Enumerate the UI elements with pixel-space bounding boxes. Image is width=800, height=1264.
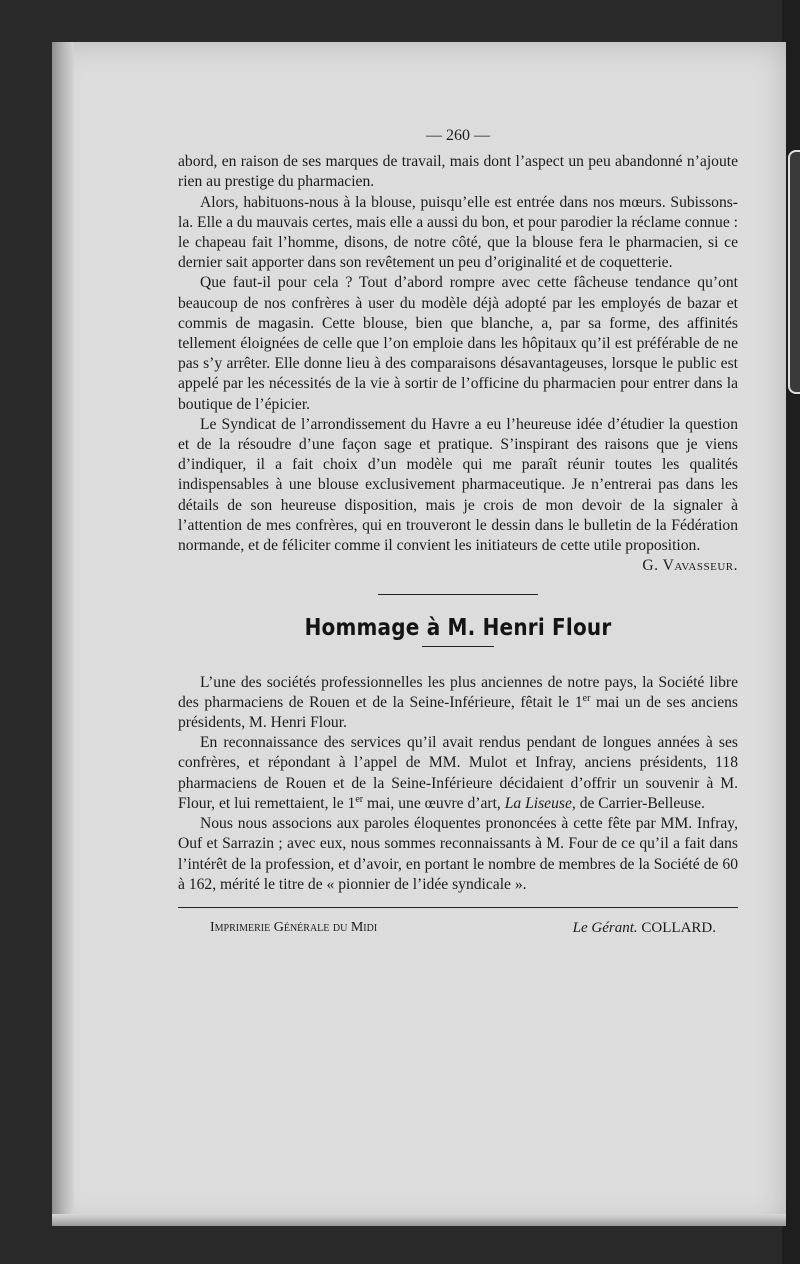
footer-divider [178,907,738,908]
signature-line [178,556,738,576]
page-number: — 260 — [426,127,490,144]
paragraph: Alors, habituons-nous à la blouse, puisqu’elle est entrée dans nos mœurs. Subissons-la. Elle a du mauvais certes, mais elle a aussi du bon, et pour parodier la réclame connue : le chapeau fait l’homme, disons, de notre côté, que la blouse fera le pharmacien, si ce dernier sait apporter dans son revêtement un peu d’originalité et de coquetterie. [178,193,738,272]
section-divider [378,594,538,595]
paragraph: Le Syndicat de l’arrondissement du Havre a eu l’heureuse idée d’étudier la question et de la résoudre d’une façon sage et pratique. S’inspirant des raisons que je viens d’indiquer, il a fait choix d’un modèle qui me paraît réunir toutes les qualités indispensables à une blouse exclusivement pharmaceutique. Je n’entrerai pas dans les détails de son heureuse disposition, mais je crois de mon devoir de la signaler à l’attention de mes confrères, qui en trouveront le dessin dans le bulletin de la Fédération normande, et de féliciter comme il convient les initiateurs de cette utile proposition. [178,415,738,555]
page-footer [178,918,738,938]
paragraph: abord, en raison de ses marques de travail, mais dont l’aspect un peu abandonné n’ajoute rien au prestige du pharmacien. [178,153,738,191]
printer-credit: Imprimerie Générale du Midi [210,919,378,935]
article-heading: Hommage à M. Henri Flour [304,613,612,642]
paragraph: Que faut-il pour cela ? Tout d’abord rompre avec cette fâcheuse tendance qu’ont beaucoup de nos confrères à user du modèle déjà adopté par les employés de bazar et commis de magasin. Cette blouse, bien que blanche, a, par sa forme, des affinités tellement éloignées de celle que l’on emploie dans les hôpitaux qu’il est préférable de ne pas s’y arrêter. Elle donne lieu à des comparaisons désavantageuses, lorsque le public est appelé par les nécessités de la vie à sortir de l’officine du pharmacien pour entrer dans la boutique de l’épicier. [178,274,738,413]
author-signature: G. Vavasseur. [642,557,738,575]
article-blouse [178,152,738,576]
paragraph: En reconnaissance des services qu’il avait rendus pendant de longues années à ses confrères, et répondant à l’appel de MM. Mulot et Infray, anciens présidents, 118 pharmaciens de Rouen et de la Seine-Inférieure décidaient d’offrir un souvenir à M. Flour, et lui remettaient, le 1er mai, une œuvre d’art, La Liseuse, de Carrier-Belleuse. [178,734,738,812]
article-hommage [178,613,738,894]
artwork-title: La Liseuse [504,794,572,812]
page-content [178,126,738,938]
paragraph: L’une des sociétés professionnelles les plus anciennes de notre pays, la Société libre des pharmaciens de Rouen et de la Seine-Inférieure, fêtait le 1er mai un de ses anciens présidents, M. Henri Flour. [178,673,738,732]
heading-underline [422,646,494,647]
paragraph: Nous nous associons aux paroles éloquentes prononcées à cette fête par MM. Infray, Ouf et Sarrazin ; avec eux, nous sommes reconnaissants à M. Four de ce qu’il a fait dans l’intérêt de la profession, et d’avoir, en portant le nombre de membres de la Société de 60 à 162, mérité le titre de « pionnier de l’idée syndicale ». [178,815,738,893]
manager-credit: Le Gérant. COLLARD. [572,919,716,936]
adjacent-page-edge [788,150,800,394]
